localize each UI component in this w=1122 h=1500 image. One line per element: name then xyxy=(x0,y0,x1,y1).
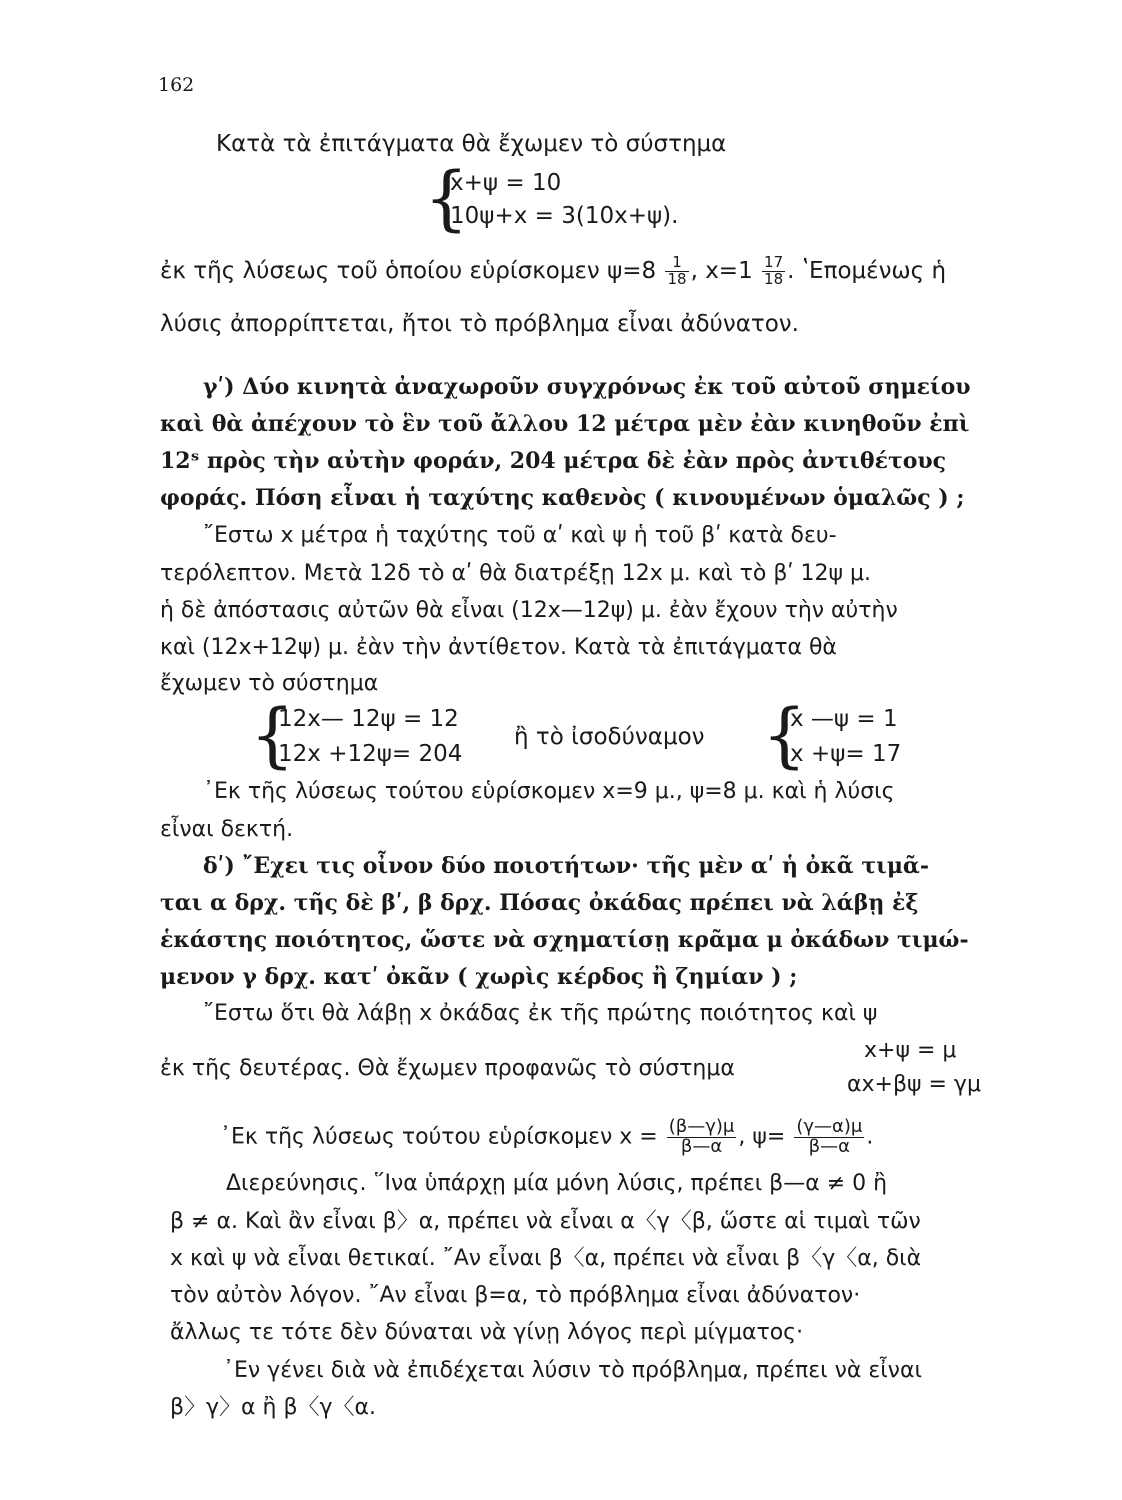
intro-line: Κατὰ τὰ ἐπιτάγματα θὰ ἔχωμεν τὸ σύστημα xyxy=(216,131,727,157)
discussion-line-7: β〉γ〉α ἢ β〈γ〈α. xyxy=(170,1395,377,1420)
delta-result-line xyxy=(220,1118,873,1157)
result-line xyxy=(160,255,946,288)
delta-solution-line-1: ῎Εστω ὅτι θὰ λάβῃ x ὀκάδας ἐκ τῆς πρώτης ποιότητος καὶ ψ xyxy=(203,1001,878,1026)
fraction-psi xyxy=(665,255,688,288)
system-b-equation-2: x +ψ= 17 xyxy=(790,741,902,767)
system-a-equation-1: 12x— 12ψ = 12 xyxy=(278,706,459,732)
fraction-x xyxy=(762,255,785,288)
problem-delta-line-2: ται α δρχ. τῆς δὲ βʹ, β δρχ. Πόσας ὀκάδας πρέπει νὰ λάβῃ ἐξ xyxy=(160,890,919,916)
system-equation-2: 10ψ+x = 3(10x+ψ). xyxy=(450,203,679,229)
gamma-solution-line-4: καὶ (12x+12ψ) μ. ἐὰν τὴν ἀντίθετον. Κατὰ τὰ ἐπιτάγματα θὰ xyxy=(160,635,837,660)
fraction-denominator: 18 xyxy=(764,269,784,288)
fraction-numerator: 1 xyxy=(665,255,688,272)
problem-gamma-line-3: 12ˢ πρὸς τὴν αὐτὴν φοράν, 204 μέτρα δὲ ἐὰν πρὸς ἀντιθέτους xyxy=(160,448,947,474)
conclusion-line: λύσις ἀπορρίπτεται, ἤτοι τὸ πρόβλημα εἶναι ἀδύνατον. xyxy=(160,311,799,337)
gamma-result-line-2: εἶναι δεκτή. xyxy=(160,817,294,842)
system-brace-left: { xyxy=(250,694,295,776)
delta-result-text-pre: ᾿Εκ τῆς λύσεως τούτου εὑρίσκομεν x = xyxy=(220,1124,658,1150)
fraction-x xyxy=(667,1118,737,1157)
gamma-result-line-1: ᾿Εκ τῆς λύσεως τούτου εὑρίσκομεν x=9 μ., ψ=8 μ. καὶ ἡ λύσις xyxy=(203,779,895,804)
result-text-pre: ἐκ τῆς λύσεως τοῦ ὁποίου εὑρίσκομεν ψ=8 xyxy=(160,257,657,284)
fraction-numerator: (β—γ)μ xyxy=(668,1116,735,1137)
result-text-mid: , x=1 xyxy=(690,257,753,284)
equivalent-label: ἢ τὸ ἰσοδύναμον xyxy=(514,724,705,750)
system-brace-right: { xyxy=(762,694,807,776)
system-brace: { xyxy=(424,157,469,239)
gamma-solution-line-3: ἡ δὲ ἀπόστασις αὐτῶν θὰ εἶναι (12x—12ψ) μ. ἐὰν ἔχουν τὴν αὐτὴν xyxy=(160,598,898,623)
delta-system-equation-2: αx+βψ = γμ xyxy=(847,1072,981,1097)
discussion-line-5: ἄλλως τε τότε δὲν δύναται νὰ γίνῃ λόγος περὶ μίγματος· xyxy=(170,1320,804,1345)
fraction-denominator: β—α xyxy=(808,1135,851,1157)
result-text-post: . ʽΕπομένως ἡ xyxy=(787,257,947,284)
discussion-line-4: τὸν αὐτὸν λόγον. ῎Αν εἶναι β=α, τὸ πρόβλημα εἶναι ἀδύνατον· xyxy=(170,1283,861,1308)
problem-delta-line-4: μενον γ δρχ. κατʹ ὀκᾶν ( χωρὶς κέρδος ἢ ζημίαν ) ; xyxy=(160,964,798,990)
delta-solution-line-2: ἐκ τῆς δευτέρας. Θὰ ἔχωμεν προφανῶς τὸ σύστημα xyxy=(160,1056,735,1081)
fraction-denominator: 18 xyxy=(667,269,687,288)
fraction-numerator: (γ—α)μ xyxy=(796,1116,863,1137)
delta-result-text-mid: , ψ= xyxy=(738,1124,786,1150)
fraction-psi xyxy=(794,1118,864,1157)
discussion-line-3: x καὶ ψ νὰ εἶναι θετικαί. ῎Αν εἶναι β〈α, πρέπει νὰ εἶναι β〈γ〈α, διὰ xyxy=(170,1246,922,1271)
discussion-line-2: β ≠ α. Καὶ ἂν εἶναι β〉α, πρέπει νὰ εἶναι α〈γ〈β, ὥστε αἱ τιμαὶ τῶν xyxy=(170,1209,921,1234)
problem-gamma-line-1: γʹ) Δύο κινητὰ ἀναχωροῦν συγχρόνως ἐκ τοῦ αὐτοῦ σημείου xyxy=(203,374,971,400)
problem-gamma-line-4: φοράς. Πόση εἶναι ἡ ταχύτης καθενὸς ( κινουμένων ὁμαλῶς ) ; xyxy=(160,485,965,511)
delta-system-equation-1: x+ψ = μ xyxy=(864,1038,957,1063)
system-equation-1: x+ψ = 10 xyxy=(450,170,562,196)
gamma-solution-line-1: ῎Εστω x μέτρα ἡ ταχύτης τοῦ αʹ καὶ ψ ἡ τοῦ βʹ κατὰ δευ- xyxy=(203,523,837,548)
problem-gamma-line-2: καὶ θὰ ἀπέχουν τὸ ἓν τοῦ ἄλλου 12 μέτρα μὲν ἐὰν κινηθοῦν ἐπὶ xyxy=(160,411,970,437)
gamma-solution-line-5: ἔχωμεν τὸ σύστημα xyxy=(160,671,379,696)
gamma-solution-line-2: τερόλεπτον. Μετὰ 12δ τὸ αʹ θὰ διατρέξῃ 12x μ. καὶ τὸ βʹ 12ψ μ. xyxy=(160,561,871,586)
fraction-numerator: 17 xyxy=(764,253,784,271)
discussion-line-6: ᾿Εν γένει διὰ νὰ ἐπιδέχεται λύσιν τὸ πρόβλημα, πρέπει νὰ εἶναι xyxy=(223,1358,922,1383)
delta-result-text-post: . xyxy=(866,1124,874,1150)
system-b-equation-1: x —ψ = 1 xyxy=(790,706,898,732)
page-number: 162 xyxy=(158,74,195,96)
discussion-line-1: Διερεύνησις. ῞Ινα ὑπάρχῃ μία μόνη λύσις, πρέπει β—α ≠ 0 ἢ xyxy=(226,1171,888,1196)
problem-delta-line-3: ἑκάστης ποιότητος, ὥστε νὰ σχηματίσῃ κρᾶμα μ ὀκάδων τιμώ- xyxy=(160,927,969,953)
system-a-equation-2: 12x +12ψ= 204 xyxy=(278,741,463,767)
fraction-denominator: β—α xyxy=(680,1135,723,1157)
problem-delta-line-1: δʹ) ῎Εχει τις οἶνον δύο ποιοτήτων· τῆς μὲν αʹ ἡ ὀκᾶ τιμᾶ- xyxy=(203,853,929,879)
